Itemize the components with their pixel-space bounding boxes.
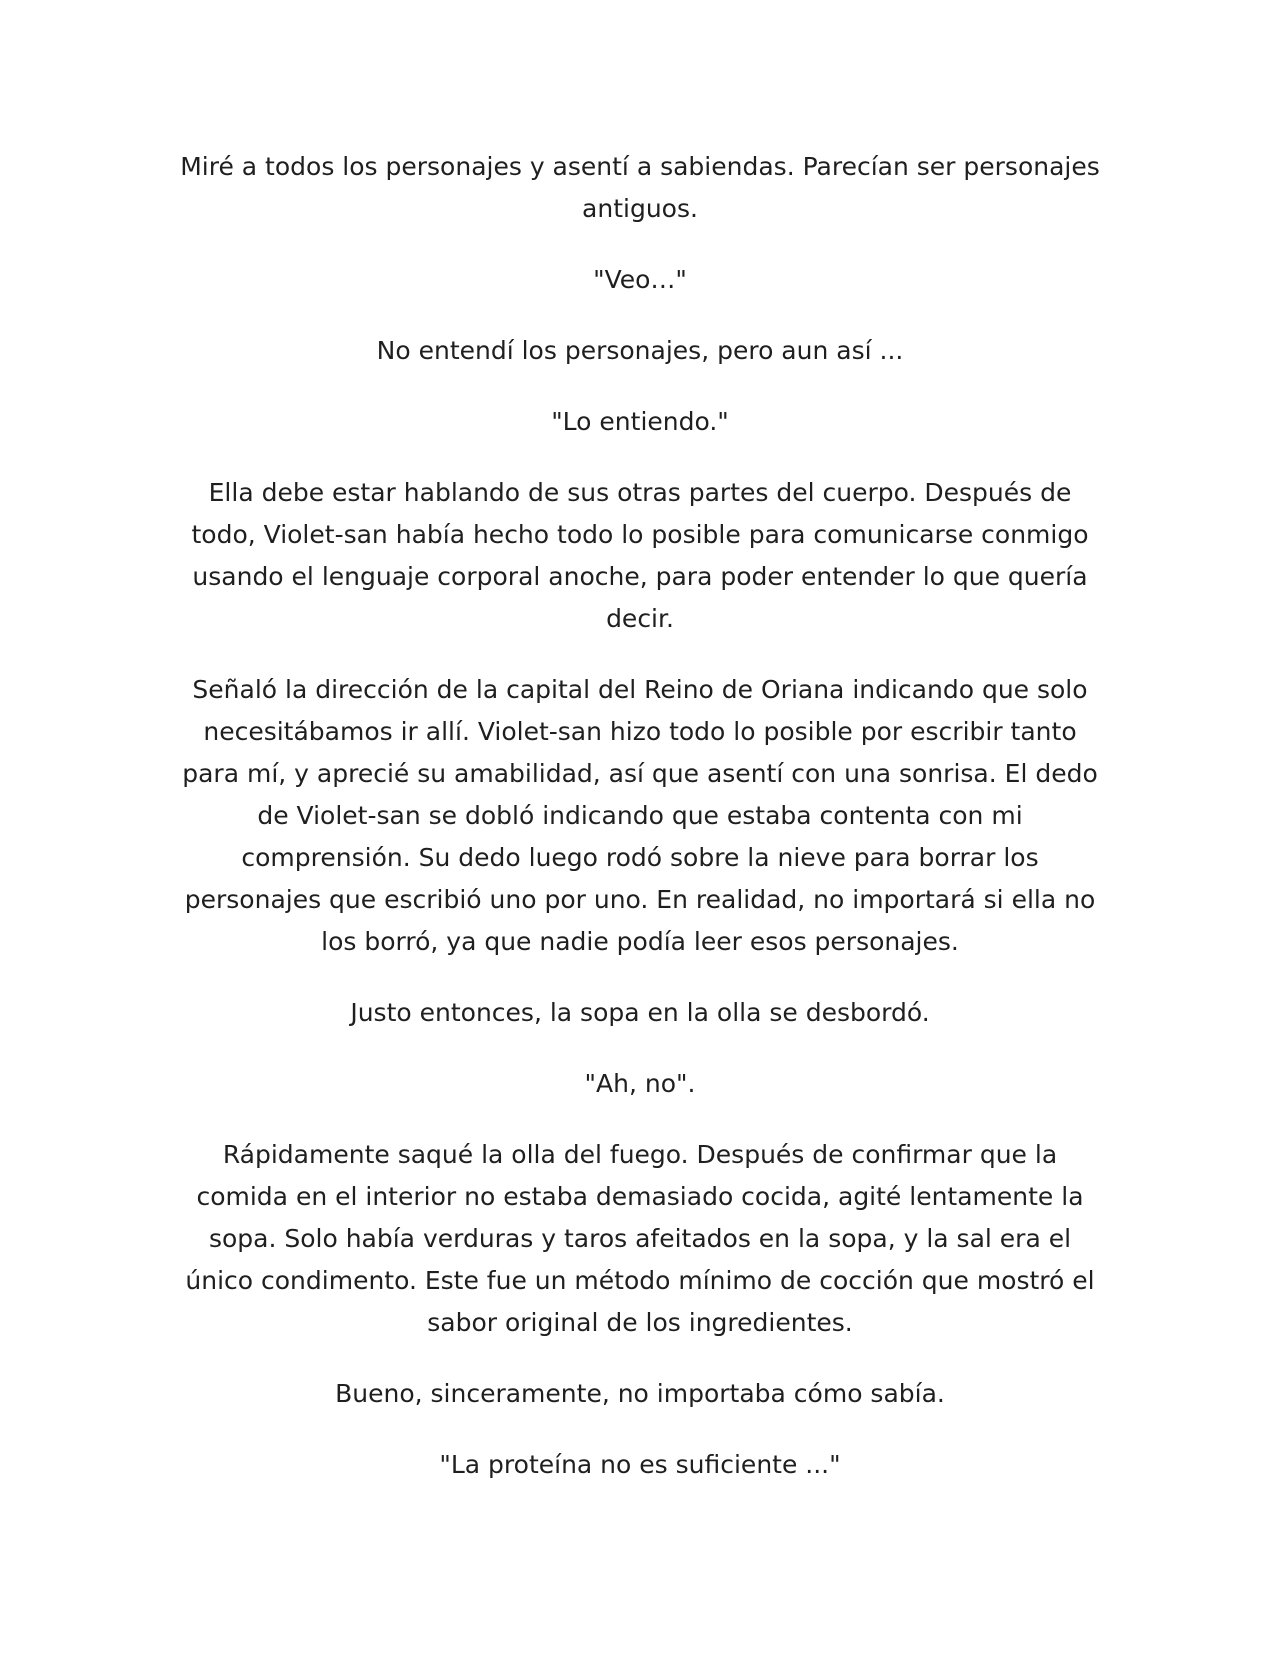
paragraph: No entendí los personajes, pero aun así ... <box>376 336 904 365</box>
paragraph: Miré a todos los personajes y asentí a sabiendas. Parecían ser personajes antiguos. <box>180 152 1100 223</box>
paragraph: "La proteína no es suficiente ..." <box>439 1450 841 1479</box>
paragraph: "Ah, no". <box>584 1069 696 1098</box>
paragraph: Justo entonces, la sopa en la olla se desbordó. <box>350 998 930 1027</box>
paragraph: Rápidamente saqué la olla del fuego. Después de confirmar que la comida en el interior no estaba demasiado cocida, agité lentamente la sopa. Solo había verduras y taros afeitados en la sopa, y la sal era el único condimento. Este fue un método mínimo de cocción que mostró el sabor original de los ingredientes. <box>185 1140 1095 1337</box>
paragraph: "Veo…" <box>593 265 687 294</box>
paragraph: Señaló la dirección de la capital del Reino de Oriana indicando que solo necesitábamos ir allí. Violet-san hizo todo lo posible por escribir tanto para mí, y aprecié su amabilidad, así que asentí con una sonrisa. El dedo de Violet-san se dobló indicando que estaba contenta con mi comprensión. Su dedo luego rodó sobre la nieve para borrar los personajes que escribió uno por uno. En realidad, no importará si ella no los borró, ya que nadie podía leer esos personajes. <box>182 675 1098 956</box>
paragraph: Bueno, sinceramente, no importaba cómo sabía. <box>335 1379 945 1408</box>
paragraph: "Lo entiendo." <box>551 407 729 436</box>
document-page <box>180 146 1100 1515</box>
paragraph: Ella debe estar hablando de sus otras partes del cuerpo. Después de todo, Violet-san había hecho todo lo posible para comunicarse conmigo usando el lenguaje corporal anoche, para poder entender lo que quería decir. <box>191 478 1089 633</box>
